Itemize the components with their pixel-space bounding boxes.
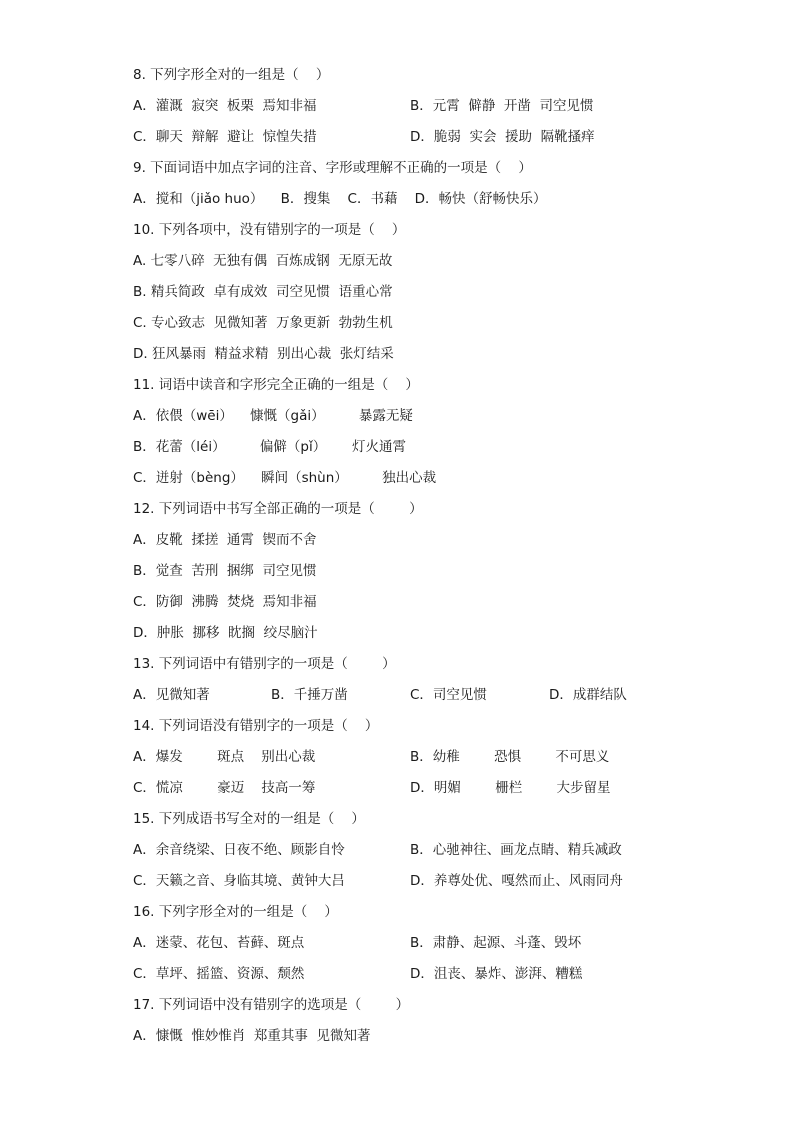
question-12-option-a <box>133 529 794 560</box>
option-a: A. 七零八碎 无独有偶 百炼成钢 无原无故 <box>133 253 393 269</box>
question-17-stem: 17. 下列词语中没有错别字的选项是（ ） <box>133 997 410 1013</box>
question-8-options-row-1 <box>133 95 794 126</box>
option-d: D．肿胀 挪移 眈搁 绞尽脑汁 <box>133 625 318 641</box>
question-15-stem: 15. 下列成语书写全对的一组是（ ） <box>133 811 365 827</box>
option-a: A．灌溉 寂突 板栗 焉知非福 <box>133 98 317 114</box>
option-a: A．余音绕梁、日夜不绝、顾影自怜 <box>133 842 345 858</box>
option-b: B．元霄 僻静 开凿 司空见惯 <box>410 98 594 114</box>
question-16-stem: 16. 下列字形全对的一组是（ ） <box>133 904 338 920</box>
option-b: B．觉查 苦刑 捆绑 司空见惯 <box>133 563 317 579</box>
options-abcd: A．搅和（jiǎo huo） B．搜集 C．书藉 D．畅快（舒畅快乐） <box>133 191 547 207</box>
question-15-options-row-2 <box>133 870 794 901</box>
option-c: C．天籁之音、身临其境、黄钟大吕 <box>133 873 345 889</box>
option-a: A．依偎（wēi） 慷慨（gǎi） 暴露无疑 <box>133 408 413 424</box>
option-b: B．花蕾（léi） 偏僻（pǐ） 灯火通霄 <box>133 439 406 455</box>
option-d: D．养尊处优、嘎然而止、风雨同舟 <box>410 873 623 889</box>
option-a: A．皮靴 揉搓 通霄 锲而不舍 <box>133 532 317 548</box>
question-8-stem: 8. 下列字形全对的一组是（ ） <box>133 67 330 83</box>
option-c: C．司空见惯 <box>410 687 487 703</box>
option-b: B．幼稚 恐惧 不可思义 <box>410 749 610 765</box>
question-11-option-c <box>133 467 794 498</box>
option-c: C．聊天 辩解 避让 惊惶失措 <box>133 129 317 145</box>
option-d: D．沮丧、暴炸、澎湃、糟糕 <box>410 966 583 982</box>
question-11-option-b <box>133 436 794 467</box>
question-9-options <box>133 188 794 219</box>
question-12-option-d <box>133 622 794 653</box>
option-c: C．草坪、摇篮、资源、颓然 <box>133 966 305 982</box>
question-13-options <box>133 684 794 715</box>
question-12-option-c <box>133 591 794 622</box>
question-10-option-c <box>133 312 794 343</box>
question-16-options-row-1 <box>133 932 794 963</box>
option-b: B．心驰神往、画龙点睛、精兵减政 <box>410 842 622 858</box>
question-10-option-d <box>133 343 794 374</box>
question-12-option-b <box>133 560 794 591</box>
option-d: D．明媚 栅栏 大步留星 <box>410 780 611 796</box>
question-15-options-row-1 <box>133 839 794 870</box>
option-b: B．肃静、起源、斗蓬、毁坏 <box>410 935 582 951</box>
question-12-stem: 12. 下列词语中书写全部正确的一项是（ ） <box>133 501 423 517</box>
option-c: C．迸射（bèng） 瞬间（shùn） 独出心裁 <box>133 470 437 486</box>
question-10-stem: 10. 下列各项中，没有错别字的一项是（ ） <box>133 222 406 238</box>
option-d: D．成群结队 <box>549 687 627 703</box>
option-a: A．迷蒙、花包、苔藓、斑点 <box>133 935 305 951</box>
question-13-stem: 13. 下列词语中有错别字的一项是（ ） <box>133 656 396 672</box>
question-14-stem: 14. 下列词语没有错别字的一项是（ ） <box>133 718 379 734</box>
option-d: D．脆弱 实会 援助 隔靴搔痒 <box>410 129 595 145</box>
question-11-stem: 11. 词语中读音和字形完全正确的一组是（ ） <box>133 377 419 393</box>
option-a: A．慷慨 惟妙惟肖 郑重其事 见微知著 <box>133 1028 371 1044</box>
option-c: C．防御 沸腾 焚烧 焉知非福 <box>133 594 317 610</box>
option-d: D. 狂风暴雨 精益求精 别出心裁 张灯结采 <box>133 346 394 362</box>
option-a: A．见微知著 <box>133 687 210 703</box>
question-14-options-row-1 <box>133 746 794 777</box>
option-a: A．爆发 斑点 别出心裁 <box>133 749 316 765</box>
option-c: C．慌凉 豪迈 技高一筹 <box>133 780 316 796</box>
question-16-options-row-2 <box>133 963 794 994</box>
option-c: C. 专心致志 见微知著 万象更新 勃勃生机 <box>133 315 393 331</box>
question-10-option-b <box>133 281 794 312</box>
option-b: B. 精兵简政 卓有成效 司空见惯 语重心常 <box>133 284 393 300</box>
question-8-options-row-2 <box>133 126 794 157</box>
question-11-option-a <box>133 405 794 436</box>
option-b: B．千捶万凿 <box>271 687 348 703</box>
question-17-option-a <box>133 1025 794 1056</box>
question-14-options-row-2 <box>133 777 794 808</box>
question-9-stem: 9. 下面词语中加点字词的注音、字形或理解不正确的一项是（ ） <box>133 160 532 176</box>
question-10-option-a <box>133 250 794 281</box>
